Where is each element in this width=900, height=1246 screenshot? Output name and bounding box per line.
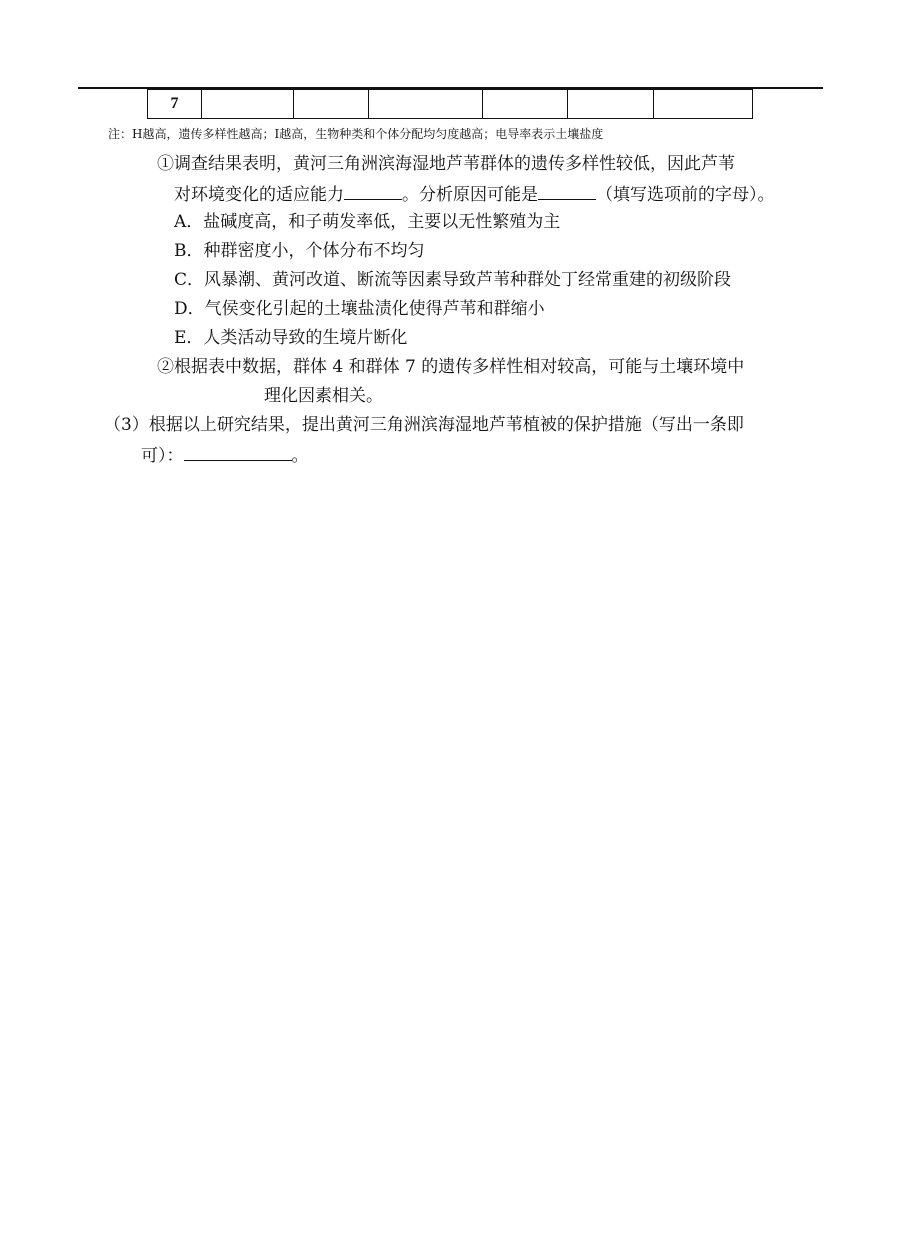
table-cell bbox=[202, 90, 294, 119]
question-2-line-2: 理化因素相关。 bbox=[264, 386, 383, 406]
table-note: 注：H越高，遗传多样性越高；I越高，生物种类和个体分配均匀度越高；电导率表示土壤盐度 bbox=[108, 127, 604, 141]
question-3-line-2 bbox=[141, 442, 309, 468]
option-d: D．气侯变化引起的土壤盐渍化使得芦苇和群缩小 bbox=[174, 299, 545, 319]
question-3-text-a: 可）： bbox=[141, 446, 184, 466]
table-cell bbox=[483, 90, 568, 119]
table-row bbox=[148, 90, 753, 119]
table-cell bbox=[568, 90, 654, 119]
question-1-text-c: （填写选项前的字母）。 bbox=[596, 185, 775, 205]
option-c: C．风暴潮、黄河改道、断流等因素导致芦苇种群处丁经常重建的初级阶段 bbox=[174, 270, 732, 290]
table-cell-group: 7 bbox=[148, 90, 202, 119]
answer-blank-adaptability[interactable] bbox=[344, 181, 402, 200]
table-cell bbox=[654, 90, 753, 119]
option-b: B．种群密度小，个体分布不均匀 bbox=[174, 241, 425, 261]
data-table bbox=[147, 89, 753, 119]
table-cell bbox=[369, 90, 483, 119]
question-3-line-1: （3）根据以上研究结果，提出黄河三角洲滨海湿地芦苇植被的保护措施（写出一条即 bbox=[104, 415, 744, 435]
table-cell bbox=[294, 90, 369, 119]
answer-blank-measure[interactable] bbox=[184, 442, 292, 461]
question-1-text-a: 对环境变化的适应能力 bbox=[174, 185, 344, 205]
question-1-line-2 bbox=[174, 181, 775, 207]
question-3-text-b: 。 bbox=[291, 446, 309, 466]
answer-blank-reason[interactable] bbox=[538, 181, 596, 200]
question-2-line-1: ②根据表中数据，群体 4 和群体 7 的遗传多样性相对较高，可能与土壤环境中 bbox=[157, 357, 745, 377]
option-e: E．人类活动导致的生境片断化 bbox=[174, 328, 408, 348]
question-1-line-1: ①调查结果表明，黄河三角洲滨海湿地芦苇群体的遗传多样性较低，因此芦苇 bbox=[157, 154, 735, 174]
question-1-text-b: 。分析原因可能是 bbox=[402, 185, 538, 205]
option-a: A．盐碱度高，和子萌发率低，主要以无性繁殖为主 bbox=[174, 212, 561, 232]
